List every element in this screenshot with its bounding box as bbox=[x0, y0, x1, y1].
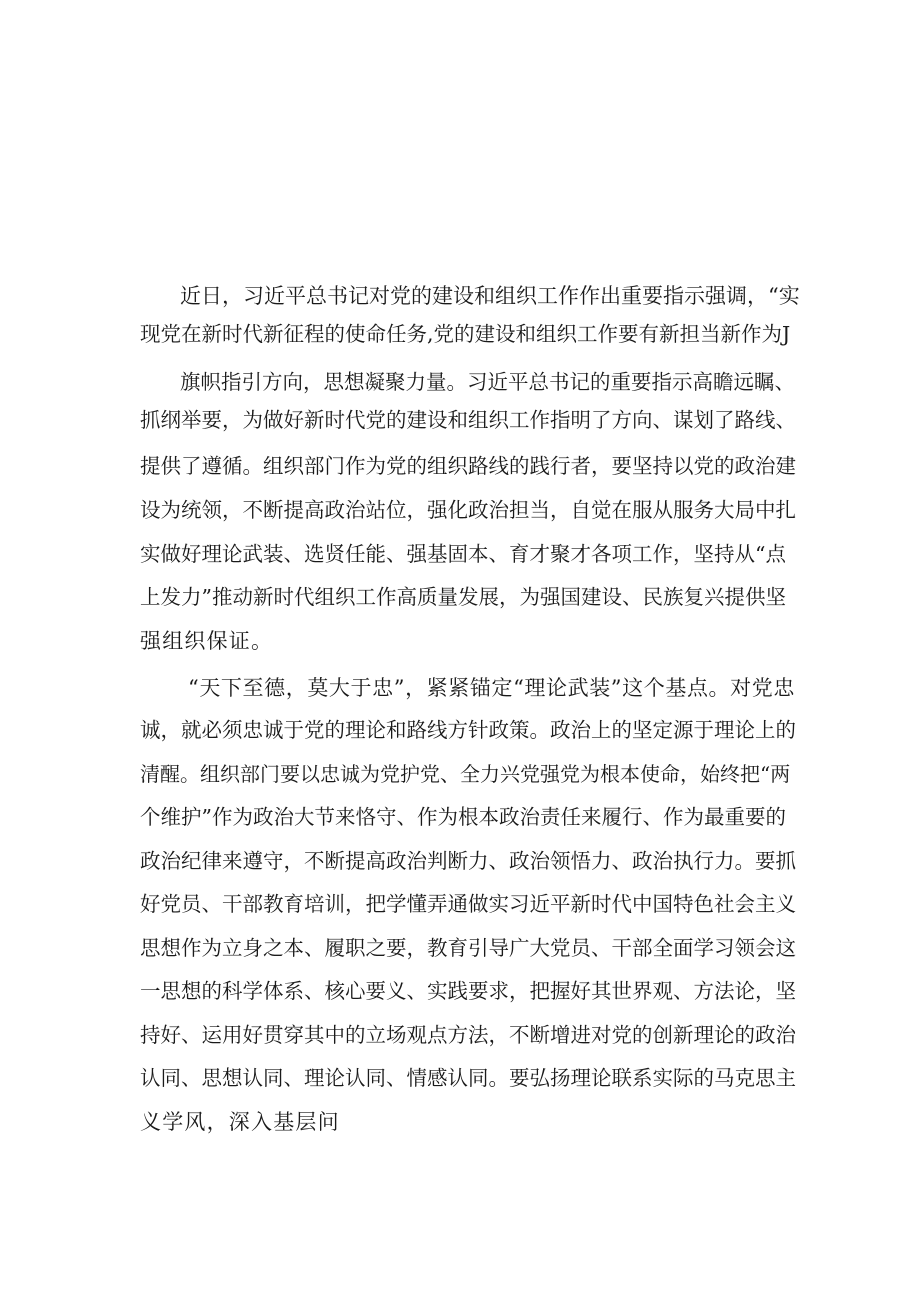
paragraph-3-line-4: 个维护”作为政治大节来恪守、作为根本政治责任来履行、作为最重要的 bbox=[140, 805, 786, 829]
paragraph-3-line-9: 持好、运用好贯穿其中的立场观点方法，不断增进对党的创新理论的政治 bbox=[140, 1023, 796, 1047]
paragraph-2-line-4: 设为统领，不断提高政治站位，强化政治担当，自觉在服从服务大局中扎 bbox=[140, 498, 796, 522]
paragraph-3-line-11: 义学风，深入基层问 bbox=[140, 1110, 340, 1134]
paragraph-2-line-1: 旗帜指引方向，思想凝聚力量。习近平总书记的重要指示高瞻远瞩、 bbox=[180, 370, 795, 394]
paragraph-3-line-2: 诚，就必须忠诚于党的理论和路线方针政策。政治上的坚定源于理论上的 bbox=[140, 718, 796, 742]
paragraph-3-line-6: 好党员、干部教育培训，把学懂弄通做实习近平新时代中国特色社会主义 bbox=[140, 892, 796, 916]
paragraph-3-line-5: 政治纪律来遵守，不断提高政治判断力、政治领悟力、政治执行力。要抓 bbox=[140, 849, 796, 873]
paragraph-2-line-5: 实做好理论武装、选贤任能、强基固本、育才聚才各项工作，坚持从“点 bbox=[140, 542, 786, 566]
paragraph-3-line-1: “天下至德，莫大于忠”，紧紧锚定“理论武装”这个基点。对党忠 bbox=[188, 676, 795, 700]
paragraph-3-line-10: 认同、思想认同、理论认同、情感认同。要弘扬理论联系实际的马克思主 bbox=[140, 1066, 796, 1090]
paragraph-3-line-7: 思想作为立身之本、履职之要，教育引导广大党员、干部全面学习领会这 bbox=[140, 936, 796, 960]
paragraph-2-line-2: 抓纲举要，为做好新时代党的建设和组织工作指明了方向、谋划了路线、 bbox=[140, 408, 796, 432]
paragraph-2-line-7: 强组织保证。 bbox=[140, 629, 274, 653]
paragraph-3-line-8: 一思想的科学体系、核心要义、实践要求，把握好其世界观、方法论，坚 bbox=[140, 979, 796, 1003]
paragraph-2-line-6: 上发力”推动新时代组织工作高质量发展，为强国建设、民族复兴提供坚 bbox=[140, 585, 786, 609]
paragraph-3-line-3: 清醒。组织部门要以忠诚为党护党、全力兴党强党为根本使命，始终把“两 bbox=[140, 762, 791, 786]
paragraph-1-line-1: 近日，习近平总书记对党的建设和组织工作作出重要指示强调，“实 bbox=[180, 284, 800, 308]
paragraph-2-line-3: 提供了遵循。组织部门作为党的组织路线的践行者，要坚持以党的政治建 bbox=[140, 454, 796, 478]
paragraph-1-line-2: 现党在新时代新征程的使命任务,党的建设和组织工作要有新担当新作为J bbox=[140, 322, 791, 346]
